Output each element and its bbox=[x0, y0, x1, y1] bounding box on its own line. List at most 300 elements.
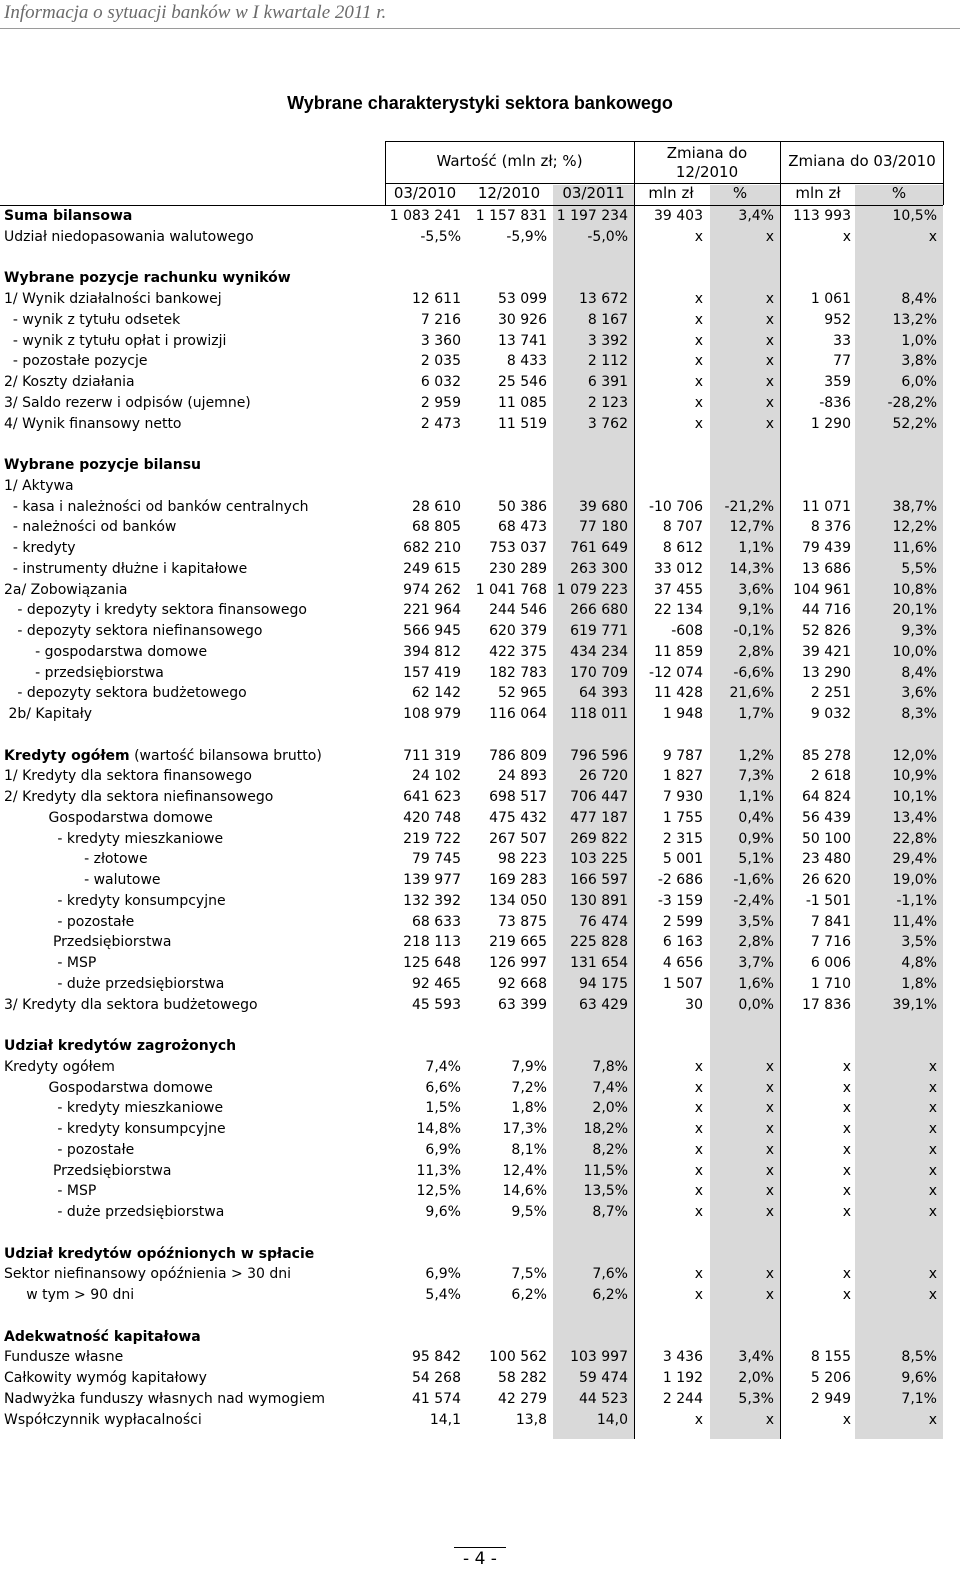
table-row bbox=[0, 912, 950, 933]
row-value-col-4: x bbox=[694, 311, 703, 328]
table-row bbox=[0, 580, 950, 601]
row-value-col-6: 52 826 bbox=[802, 623, 851, 639]
row-value-col-4: x bbox=[694, 1141, 703, 1158]
header-change-12-line2: 12/2010 bbox=[675, 163, 739, 181]
table-row bbox=[0, 455, 950, 476]
row-value-col-3: 103 997 bbox=[570, 1349, 628, 1366]
row-value-col-4: 3 436 bbox=[662, 1349, 703, 1366]
row-value-col-7: 5,5% bbox=[901, 560, 937, 577]
table-row bbox=[0, 953, 950, 974]
row-value-col-6: 64 824 bbox=[802, 789, 851, 805]
row-value-col-4: x bbox=[694, 1204, 703, 1220]
row-value-col-7: 29,4% bbox=[892, 851, 937, 868]
row-value-col-3: 6,2% bbox=[592, 1287, 628, 1303]
row-value-col-4: x bbox=[694, 1121, 703, 1137]
row-value-col-4: 2 599 bbox=[662, 913, 703, 930]
row-value-col-2: 8 433 bbox=[506, 353, 547, 370]
row-value-col-2: 13,8 bbox=[515, 1411, 547, 1428]
row-value-col-3: 619 771 bbox=[570, 623, 628, 639]
row-value-col-6: 6 006 bbox=[810, 955, 851, 971]
row-value-col-1: 5,4% bbox=[425, 1287, 461, 1303]
row-value-col-3: 266 680 bbox=[570, 602, 628, 619]
page-number: - 4 - bbox=[463, 1549, 497, 1569]
row-value-col-7: 8,4% bbox=[901, 664, 937, 681]
row-value-col-7: 52,2% bbox=[892, 415, 937, 432]
row-value-col-5: x bbox=[765, 415, 774, 432]
row-value-col-3: 170 709 bbox=[570, 664, 628, 681]
row-value-col-4: -12 074 bbox=[648, 664, 703, 681]
row-value-col-7: 12,0% bbox=[892, 747, 937, 764]
row-label: - depozyty sektora niefinansowego bbox=[4, 623, 263, 639]
row-value-col-3: 263 300 bbox=[570, 560, 628, 577]
table-row bbox=[0, 746, 950, 767]
table-row bbox=[0, 1078, 950, 1099]
row-value-col-2: 698 517 bbox=[489, 789, 547, 805]
row-value-col-2: 30 926 bbox=[498, 311, 547, 328]
row-value-col-3: 269 822 bbox=[570, 830, 628, 847]
table-row bbox=[0, 1285, 950, 1306]
row-label: Fundusze własne bbox=[4, 1349, 124, 1366]
row-value-col-4: x bbox=[694, 1266, 703, 1283]
row-value-col-4: 7 930 bbox=[662, 789, 703, 805]
row-value-col-6: 113 993 bbox=[793, 208, 851, 224]
subheader-03-2010: 03/2010 bbox=[393, 184, 457, 202]
row-value-col-4: x bbox=[694, 394, 703, 411]
row-value-col-2: 1 041 768 bbox=[475, 581, 547, 598]
row-value-col-5: x bbox=[765, 1266, 774, 1283]
row-label: - pozostałe bbox=[4, 1141, 135, 1158]
row-value-col-3: 8 167 bbox=[587, 311, 628, 328]
row-value-col-5: 3,4% bbox=[738, 208, 774, 224]
row-value-col-1: 6,9% bbox=[425, 1141, 461, 1158]
row-value-col-3: 6 391 bbox=[587, 374, 628, 390]
row-value-col-4: x bbox=[694, 415, 703, 432]
row-value-col-2: 230 289 bbox=[489, 560, 547, 577]
row-value-col-7: 13,4% bbox=[892, 809, 937, 826]
row-value-col-6: 85 278 bbox=[802, 747, 851, 764]
table-row bbox=[0, 1202, 950, 1223]
row-value-col-7: x bbox=[928, 1121, 937, 1137]
table-row bbox=[0, 891, 950, 912]
row-value-col-5: x bbox=[765, 1183, 774, 1200]
row-value-col-4: -2 686 bbox=[657, 872, 703, 888]
row-label: - kredyty konsumpcyjne bbox=[4, 892, 226, 909]
row-value-col-3: 118 011 bbox=[570, 706, 628, 722]
row-value-col-1: 14,1 bbox=[429, 1411, 461, 1428]
table-row bbox=[0, 642, 950, 663]
row-value-col-3: 434 234 bbox=[570, 643, 628, 660]
row-label: 2b/ Kapitały bbox=[4, 706, 93, 722]
row-value-col-7: x bbox=[928, 1079, 937, 1096]
row-value-col-1: 68 805 bbox=[412, 519, 461, 536]
row-value-col-3: 44 523 bbox=[579, 1390, 628, 1407]
page-title: Wybrane charakterystyki sektora bankowego bbox=[287, 93, 673, 113]
row-label: Nadwyżka funduszy własnych nad wymogiem bbox=[4, 1390, 325, 1407]
row-value-col-1: 974 262 bbox=[403, 581, 461, 598]
row-value-col-4: 1 192 bbox=[662, 1370, 703, 1386]
table-row bbox=[0, 621, 950, 642]
row-value-col-5: -21,2% bbox=[724, 498, 774, 515]
row-value-col-6: 1 710 bbox=[810, 975, 851, 992]
row-value-col-6: 13 290 bbox=[802, 664, 851, 681]
row-value-col-4: x bbox=[694, 1183, 703, 1200]
header-rule bbox=[0, 28, 960, 29]
row-value-col-2: 475 432 bbox=[489, 809, 547, 826]
row-value-col-7: 3,8% bbox=[901, 353, 937, 370]
row-value-col-1: 62 142 bbox=[412, 685, 461, 702]
row-value-col-6: 1 290 bbox=[810, 415, 851, 432]
table-row bbox=[0, 476, 950, 497]
row-value-col-7: x bbox=[928, 1058, 937, 1075]
row-value-col-4: x bbox=[694, 1058, 703, 1075]
subheader-pct-12: % bbox=[732, 184, 748, 202]
header-col-sep-2 bbox=[780, 141, 781, 205]
row-value-col-3: 94 175 bbox=[579, 975, 628, 992]
row-value-col-1: 420 748 bbox=[403, 809, 461, 826]
row-value-col-7: 20,1% bbox=[892, 602, 937, 619]
row-value-col-5: 0,9% bbox=[738, 830, 774, 847]
row-value-col-7: 8,5% bbox=[901, 1349, 937, 1366]
row-value-col-4: 1 948 bbox=[662, 706, 703, 722]
row-value-col-6: 8 376 bbox=[810, 519, 851, 536]
table-blank-row bbox=[0, 725, 950, 746]
row-value-col-6: 79 439 bbox=[802, 540, 851, 556]
table-blank-row bbox=[0, 248, 950, 269]
row-value-col-7: 10,0% bbox=[892, 643, 937, 660]
table-row bbox=[0, 1140, 950, 1161]
row-value-col-4: 1 827 bbox=[662, 768, 703, 785]
row-value-col-5: x bbox=[765, 353, 774, 370]
table-row bbox=[0, 1119, 950, 1140]
table-row bbox=[0, 829, 950, 850]
row-value-col-1: -5,5% bbox=[420, 228, 461, 245]
row-value-col-2: 7,9% bbox=[511, 1058, 547, 1075]
row-value-col-7: x bbox=[928, 228, 937, 245]
row-value-col-6: 5 206 bbox=[810, 1370, 851, 1386]
row-label: Udział niedopasowania walutowego bbox=[4, 228, 254, 245]
table-row bbox=[0, 227, 950, 248]
row-label: Współczynnik wypłacalności bbox=[4, 1411, 202, 1428]
table-row bbox=[0, 663, 950, 684]
row-label: 2/ Koszty działania bbox=[4, 374, 135, 390]
table-blank-row bbox=[0, 1015, 950, 1036]
row-value-col-3: 477 187 bbox=[570, 809, 628, 826]
row-value-col-7: 12,2% bbox=[892, 519, 937, 536]
row-value-col-4: 8 612 bbox=[662, 540, 703, 556]
row-value-col-1: 6 032 bbox=[420, 374, 461, 390]
row-label: - złotowe bbox=[4, 851, 148, 868]
table-row bbox=[0, 497, 950, 518]
row-value-col-7: 1,8% bbox=[901, 975, 937, 992]
row-value-col-2: 17,3% bbox=[502, 1121, 547, 1137]
row-value-col-7: -28,2% bbox=[887, 394, 937, 411]
row-value-col-2: 8,1% bbox=[511, 1141, 547, 1158]
row-value-col-3: 761 649 bbox=[570, 540, 628, 556]
row-value-col-2: 24 893 bbox=[498, 768, 547, 785]
row-label-rest: (wartość bilansowa brutto) bbox=[129, 747, 322, 764]
row-value-col-4: 2 244 bbox=[662, 1390, 703, 1407]
row-value-col-5: 9,1% bbox=[738, 602, 774, 619]
row-label: - kredyty konsumpcyjne bbox=[4, 1121, 226, 1137]
row-label: - kasa i należności od banków centralnych bbox=[4, 498, 309, 515]
row-value-col-7: x bbox=[928, 1183, 937, 1200]
header-left-border bbox=[385, 141, 386, 205]
row-value-col-4: 11 859 bbox=[654, 643, 703, 660]
row-value-col-2: 42 279 bbox=[498, 1390, 547, 1407]
row-value-col-7: 4,8% bbox=[901, 955, 937, 971]
row-value-col-1: 11,3% bbox=[416, 1162, 461, 1179]
row-value-col-4: 30 bbox=[685, 996, 703, 1013]
row-value-col-3: 63 429 bbox=[579, 996, 628, 1013]
row-value-col-3: 7,6% bbox=[592, 1266, 628, 1283]
table-row bbox=[0, 932, 950, 953]
row-value-col-1: 132 392 bbox=[403, 892, 461, 909]
row-value-col-5: 1,1% bbox=[738, 789, 774, 805]
row-value-col-7: 7,1% bbox=[901, 1390, 937, 1407]
row-label: 1/ Kredyty dla sektora finansowego bbox=[4, 768, 252, 785]
row-value-col-7: x bbox=[928, 1266, 937, 1283]
row-value-col-4: 8 707 bbox=[662, 519, 703, 536]
row-value-col-1: 92 465 bbox=[412, 975, 461, 992]
row-value-col-1: 54 268 bbox=[412, 1370, 461, 1386]
row-label: Adekwatność kapitałowa bbox=[4, 1328, 201, 1345]
row-value-col-6: -1 501 bbox=[805, 892, 851, 909]
row-value-col-6: 26 620 bbox=[802, 872, 851, 888]
row-value-col-3: 77 180 bbox=[579, 519, 628, 536]
row-label: - przedsiębiorstwa bbox=[4, 664, 164, 681]
row-value-col-3: 706 447 bbox=[570, 789, 628, 805]
row-value-col-4: x bbox=[694, 1411, 703, 1428]
row-value-col-5: 0,4% bbox=[738, 809, 774, 826]
header-top-rule bbox=[385, 141, 943, 142]
row-value-col-7: 3,6% bbox=[901, 685, 937, 702]
row-value-col-5: 5,3% bbox=[738, 1390, 774, 1407]
table-blank-row bbox=[0, 434, 950, 455]
row-value-col-1: 219 722 bbox=[403, 830, 461, 847]
row-value-col-1: 45 593 bbox=[412, 996, 461, 1013]
row-value-col-6: x bbox=[842, 1141, 851, 1158]
row-label: - depozyty i kredyty sektora finansowego bbox=[4, 602, 307, 619]
table-row bbox=[0, 1368, 950, 1389]
table-row bbox=[0, 766, 950, 787]
row-value-col-5: 0,0% bbox=[738, 996, 774, 1013]
table-row bbox=[0, 1057, 950, 1078]
row-value-col-6: 2 618 bbox=[810, 768, 851, 785]
row-value-col-6: 39 421 bbox=[802, 643, 851, 660]
row-value-col-1: 14,8% bbox=[416, 1121, 461, 1137]
table-row bbox=[0, 1327, 950, 1348]
row-value-col-6: 2 949 bbox=[810, 1390, 851, 1407]
row-value-col-6: 2 251 bbox=[810, 685, 851, 702]
row-value-col-5: x bbox=[765, 1162, 774, 1179]
row-value-col-5: x bbox=[765, 311, 774, 328]
row-value-col-6: 23 480 bbox=[802, 851, 851, 868]
table-row bbox=[0, 808, 950, 829]
row-value-col-5: x bbox=[765, 1287, 774, 1303]
row-value-col-3: 130 891 bbox=[570, 892, 628, 909]
row-value-col-7: 9,6% bbox=[901, 1370, 937, 1386]
row-value-col-1: 641 623 bbox=[403, 789, 461, 805]
table-row bbox=[0, 849, 950, 870]
row-value-col-3: 8,2% bbox=[592, 1141, 628, 1158]
row-value-col-6: x bbox=[842, 1121, 851, 1137]
row-value-col-1: 9,6% bbox=[425, 1204, 461, 1220]
row-value-col-2: 1 157 831 bbox=[475, 208, 547, 224]
row-value-col-6: x bbox=[842, 1411, 851, 1428]
table-row bbox=[0, 1036, 950, 1057]
header-change-03: Zmiana do 03/2010 bbox=[788, 152, 936, 170]
row-value-col-2: 116 064 bbox=[489, 706, 547, 722]
row-label: - MSP bbox=[4, 1183, 97, 1200]
row-value-col-1: 108 979 bbox=[403, 706, 461, 722]
row-value-col-2: 753 037 bbox=[489, 540, 547, 556]
row-value-col-6: 1 061 bbox=[810, 291, 851, 307]
row-value-col-3: 11,5% bbox=[583, 1162, 628, 1179]
row-value-col-2: 182 783 bbox=[489, 664, 547, 681]
row-value-col-2: 25 546 bbox=[498, 374, 547, 390]
row-value-col-6: 9 032 bbox=[810, 706, 851, 722]
row-value-col-1: 7,4% bbox=[425, 1058, 461, 1075]
subheader-pct-03: % bbox=[891, 184, 907, 202]
row-value-col-1: 6,6% bbox=[425, 1079, 461, 1096]
row-value-col-5: 1,2% bbox=[738, 747, 774, 764]
row-label: - kredyty mieszkaniowe bbox=[4, 830, 224, 847]
row-value-col-4: x bbox=[694, 374, 703, 390]
row-value-col-3: 13 672 bbox=[579, 291, 628, 307]
row-label: Kredyty ogółem bbox=[4, 1058, 115, 1075]
row-value-col-6: 359 bbox=[824, 374, 851, 390]
header-col-sep-1 bbox=[634, 141, 635, 205]
row-label bbox=[4, 746, 322, 767]
row-value-col-5: x bbox=[765, 374, 774, 390]
row-value-col-4: x bbox=[694, 291, 703, 307]
row-label: Gospodarstwa domowe bbox=[4, 1079, 213, 1096]
row-value-col-2: 100 562 bbox=[489, 1349, 547, 1366]
table-blank-row bbox=[0, 1223, 950, 1244]
row-value-col-5: 14,3% bbox=[729, 560, 774, 577]
row-label: 2a/ Zobowiązania bbox=[4, 581, 128, 598]
table-row bbox=[0, 538, 950, 559]
row-value-col-5: x bbox=[765, 1141, 774, 1158]
row-value-col-3: 796 596 bbox=[570, 747, 628, 764]
row-value-col-5: 1,1% bbox=[738, 540, 774, 556]
row-value-col-1: 12,5% bbox=[416, 1183, 461, 1200]
row-value-col-7: 10,8% bbox=[892, 581, 937, 598]
row-value-col-5: 5,1% bbox=[738, 851, 774, 868]
row-value-col-2: 786 809 bbox=[489, 747, 547, 764]
row-value-col-2: 9,5% bbox=[511, 1204, 547, 1220]
row-value-col-1: 3 360 bbox=[420, 332, 461, 349]
row-value-col-5: -1,6% bbox=[733, 872, 774, 888]
row-value-col-6: 8 155 bbox=[810, 1349, 851, 1366]
row-label: 1/ Aktywa bbox=[4, 477, 74, 494]
table-row bbox=[0, 393, 950, 414]
table-row bbox=[0, 600, 950, 621]
row-value-col-4: 9 787 bbox=[662, 747, 703, 764]
row-value-col-1: 7 216 bbox=[420, 311, 461, 328]
row-value-col-7: 6,0% bbox=[901, 374, 937, 390]
table-row bbox=[0, 289, 950, 310]
row-value-col-4: -10 706 bbox=[648, 498, 703, 515]
row-value-col-3: 39 680 bbox=[579, 498, 628, 515]
row-value-col-3: 7,8% bbox=[592, 1058, 628, 1075]
row-value-col-3: 13,5% bbox=[583, 1183, 628, 1200]
row-value-col-6: 952 bbox=[824, 311, 851, 328]
row-value-col-7: x bbox=[928, 1162, 937, 1179]
row-value-col-2: 126 997 bbox=[489, 955, 547, 971]
row-value-col-1: 2 035 bbox=[420, 353, 461, 370]
row-label: Wybrane pozycje bilansu bbox=[4, 457, 201, 473]
row-label: - walutowe bbox=[4, 872, 161, 888]
row-value-col-3: 166 597 bbox=[570, 872, 628, 888]
table-row bbox=[0, 517, 950, 538]
row-value-col-6: 50 100 bbox=[802, 830, 851, 847]
row-value-col-1: 221 964 bbox=[403, 602, 461, 619]
row-value-col-2: 7,2% bbox=[511, 1079, 547, 1096]
row-value-col-3: 76 474 bbox=[579, 913, 628, 930]
row-value-col-5: x bbox=[765, 1100, 774, 1117]
row-value-col-1: 682 210 bbox=[403, 540, 461, 556]
row-value-col-4: 4 656 bbox=[662, 955, 703, 971]
row-value-col-5: 7,3% bbox=[738, 768, 774, 785]
subheader-mln-12: mln zł bbox=[648, 184, 694, 202]
row-value-col-6: x bbox=[842, 1162, 851, 1179]
row-value-col-2: 92 668 bbox=[498, 975, 547, 992]
row-label: - należności od banków bbox=[4, 519, 177, 536]
row-value-col-7: x bbox=[928, 1411, 937, 1428]
row-value-col-7: 10,9% bbox=[892, 768, 937, 785]
row-value-col-5: 2,8% bbox=[738, 934, 774, 951]
row-value-col-6: 33 bbox=[833, 332, 851, 349]
row-value-col-6: x bbox=[842, 1183, 851, 1200]
row-value-col-2: 134 050 bbox=[489, 892, 547, 909]
header-change-12-line1: Zmiana do bbox=[666, 144, 748, 162]
row-value-col-1: 394 812 bbox=[403, 643, 461, 660]
subheader-mln-03: mln zł bbox=[795, 184, 841, 202]
row-value-col-3: 3 392 bbox=[587, 332, 628, 349]
row-value-col-6: 44 716 bbox=[802, 602, 851, 619]
row-value-col-5: 3,6% bbox=[738, 581, 774, 598]
row-value-col-2: 12,4% bbox=[502, 1162, 547, 1179]
row-value-col-5: x bbox=[765, 1121, 774, 1137]
row-value-col-6: x bbox=[842, 1100, 851, 1117]
header-value-group: Wartość (mln zł; %) bbox=[436, 152, 583, 170]
row-label: 2/ Kredyty dla sektora niefinansowego bbox=[4, 789, 274, 805]
row-value-col-6: 7 841 bbox=[810, 913, 851, 930]
row-value-col-7: 10,5% bbox=[892, 208, 937, 224]
row-value-col-3: 14,0 bbox=[596, 1411, 628, 1428]
page-number-rule bbox=[454, 1547, 506, 1548]
row-value-col-4: 5 001 bbox=[662, 851, 703, 868]
row-value-col-5: 1,6% bbox=[738, 975, 774, 992]
row-label: Udział kredytów opóźnionych w spłacie bbox=[4, 1245, 315, 1262]
row-value-col-2: 11 085 bbox=[498, 394, 547, 411]
row-value-col-4: x bbox=[694, 1079, 703, 1096]
row-value-col-6: x bbox=[842, 1079, 851, 1096]
row-label: 3/ Kredyty dla sektora budżetowego bbox=[4, 996, 258, 1013]
row-value-col-3: 2 112 bbox=[587, 353, 628, 370]
row-value-col-1: 1,5% bbox=[425, 1100, 461, 1117]
table-row bbox=[0, 704, 950, 725]
row-value-col-2: 267 507 bbox=[489, 830, 547, 847]
row-value-col-1: 711 319 bbox=[403, 747, 461, 764]
row-value-col-5: 12,7% bbox=[729, 519, 774, 536]
table-row bbox=[0, 1347, 950, 1368]
row-value-col-6: 7 716 bbox=[810, 934, 851, 951]
row-value-col-2: 1,8% bbox=[511, 1100, 547, 1117]
row-value-col-3: 64 393 bbox=[579, 685, 628, 702]
row-label: Całkowity wymóg kapitałowy bbox=[4, 1370, 207, 1386]
